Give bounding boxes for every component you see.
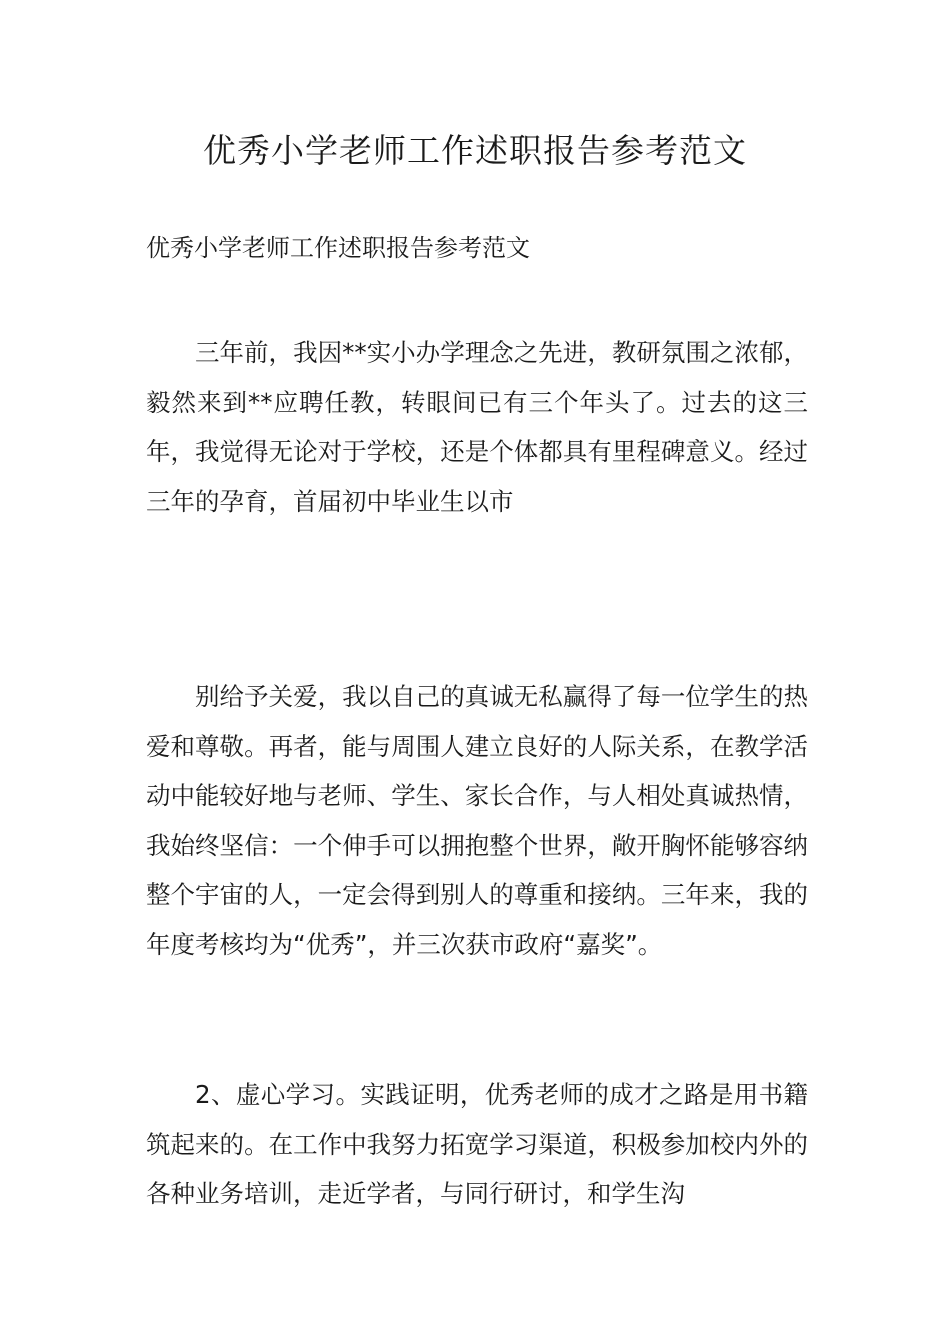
paragraph-1: 三年前，我因**实小办学理念之先进，教研氛围之浓郁，毅然来到**应聘任教，转眼间已有三个年头了。过去的这三年，我觉得无论对于学校，还是个体都具有里程碑意义。经过三年的孕育，首届初中毕业生以市: [146, 338, 808, 516]
paragraph-2: 别给予关爱，我以自己的真诚无私赢得了每一位学生的热爱和尊敬。再者，能与周围人建立良好的人际关系，在教学活动中能较好地与老师、学生、家长合作，与人相处真诚热情，我始终坚信：一个伸手可以拥抱整个世界，敞开胸怀能够容纳整个宇宙的人，一定会得到别人的尊重和接纳。三年来，我的年度考核均为“优秀”，并三次获市政府“嘉奖”。: [146, 682, 808, 959]
document-title: 优秀小学老师工作述职报告参考范文: [203, 131, 747, 170]
document-subtitle: 优秀小学老师工作述职报告参考范文: [146, 234, 530, 262]
paragraph-3: 2、虚心学习。实践证明，优秀老师的成才之路是用书籍筑起来的。在工作中我努力拓宽学习渠道，积极参加校内外的各种业务培训，走近学者，与同行研讨，和学生沟: [146, 1080, 808, 1208]
